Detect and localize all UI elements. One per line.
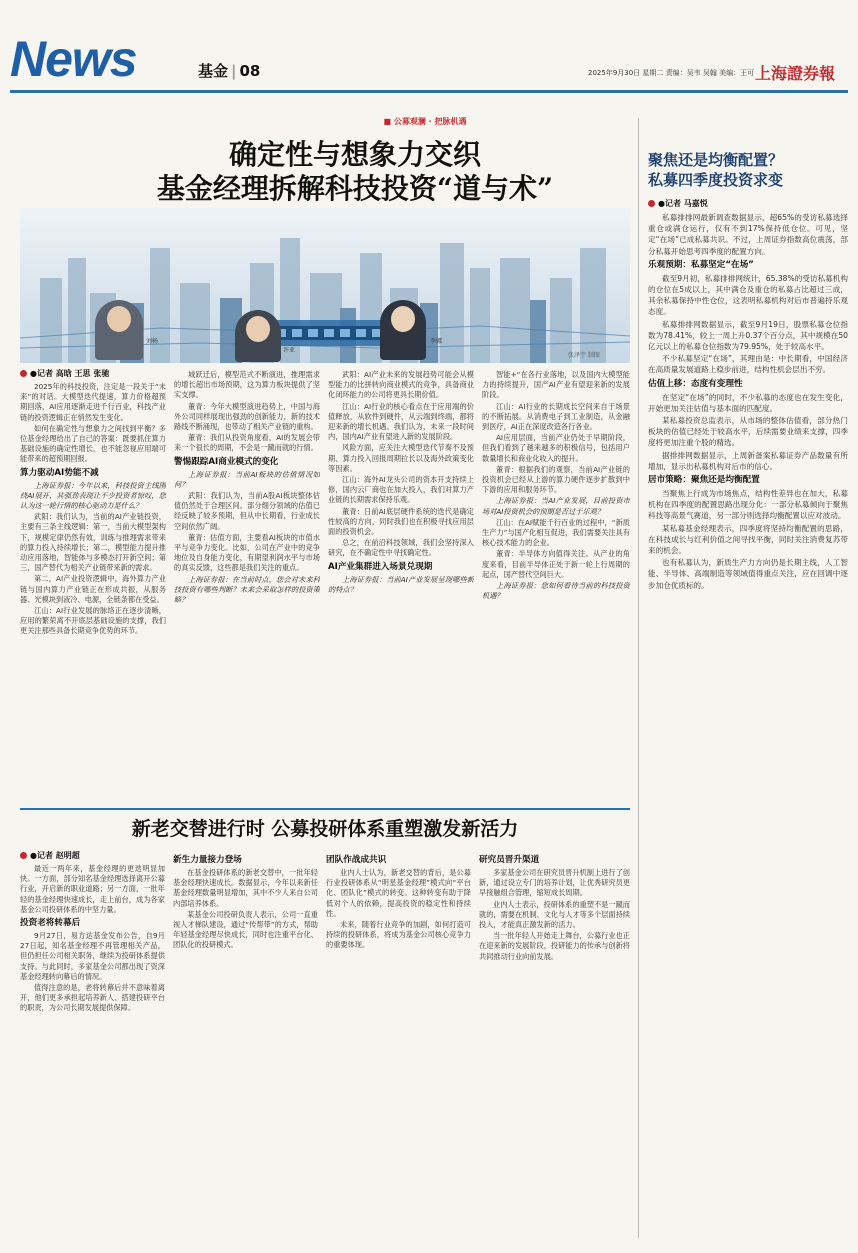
paragraph: 私募排排网数据显示，截至9月19日，股票私募仓位指数为78.41%，较上一周上升0.37个百分点，其中规模在50亿元以上的私募仓位指数为79.95%，处于较高水平。 (648, 319, 848, 352)
sidebar-title-1: 聚焦还是均衡配置？ (648, 151, 784, 169)
paragraph: 某私募投资总监表示，从市场的整体估值看，部分热门板块的估值已经处于较高水平，后续需要业绩来支撑，四季度将更加注重个股的精选。 (648, 416, 848, 448)
subheading: 新生力量接力登场 (173, 855, 242, 865)
paragraph: 截至9月初，私募排排网统计，65.38%的受访私募机构的仓位在5成以上，其中满仓及重仓的私募占比超过三成，其余私募保持中性仓位，这表明私募机构对后市普遍持乐观态度。 (648, 273, 848, 317)
subheading: 乐观预期：私募坚定“在场” (648, 259, 754, 270)
feature-tag: ■ 公募观澜 · 把脉机遇 (383, 117, 467, 126)
lower-top-rule (20, 808, 630, 810)
paragraph: 城跃迁后，模型范式不断演进，推理需求的增长超出市场预期，这为算力板块提供了坚实支撑。 (174, 370, 320, 400)
paragraph: 多家基金公司在研究员晋升机制上进行了创新，通过设立专门的培养计划，让优秀研究员更早接触组合管理，缩短成长周期。 (479, 868, 630, 898)
question: 上海证券报：当AI产业发展，目前投资市场对AI投资机会的预期是否过于乐观？ (482, 496, 630, 516)
subheading: 算力驱动AI势能不减 (20, 467, 99, 478)
lower-column-1 (20, 864, 165, 1238)
sidebar-title-2: 私募四季度投资求变 (648, 171, 784, 189)
feature-title-2: 基金经理拆解科技投资“道与术” (156, 172, 554, 205)
paragraph: 智能+“在各行业落地，以及国内大模型能力的持续提升，国产AI产业有望迎来新的发展阶段。 (482, 370, 630, 400)
paragraph: 不少私募坚定“在场”，其理由是：中长期看，中国经济在高质量发展道路上稳步前进，结构性机会层出不穷。 (648, 354, 848, 375)
paragraph: AI应用层面，当前产业仍处于早期阶段，但我们看到了越来越多的积极信号，包括用户数量增长和商业化收入的提升。 (482, 433, 630, 463)
portrait-1-name: 刘畅 (146, 338, 159, 345)
lower-column-2 (173, 852, 318, 1238)
paragraph: 江山：AI行业的核心看点在于应用端的价值释放，从软件到硬件，从云端到终端，都将迎来新的增长机遇。我们认为，未来一段时间内，国内AI产业有望进入新的发展阶段。 (328, 401, 474, 442)
paragraph: 武阳：我们认为，当前A股AI板块整体估值仍然处于合理区间。部分细分领域的估值已经反映了较多预期，但从中长期看，行业成长空间依然广阔。 (174, 491, 320, 531)
paragraph: 风险方面，应关注大模型迭代节奏不及预期、算力投入回报周期拉长以及海外政策变化等因素。 (328, 443, 474, 473)
paragraph: 业内人士表示，投研体系的重塑不是一蹴而就的，需要在机制、文化与人才等多个层面持续投入，才能真正激发新的活力。 (479, 899, 630, 930)
paragraph: 私募排排网最新调查数据显示，超65%的受访私募选择重仓或满仓运行，仅有不到17%保持低仓位。可见，坚定“在场”已成私募共识。不过，上周证券指数高位震荡，部分私募开始思考四季度的配置方向。 (648, 213, 848, 256)
date-line: 2025年9月30日 星期二 责编：吴韦 吴翰 美编：王可 (588, 69, 755, 77)
paragraph: 值得注意的是，老将转幕后并不意味着离开，他们更多承担起培养新人、搭建投研平台的职责，为公司长期发展提供保障。 (20, 983, 165, 1013)
subheading: 投资老将转幕后 (20, 918, 81, 929)
paragraph: 武阳：AI产业未来的发展趋势可能会从模型能力的比拼转向商业模式的竞争，具备商业化闭环能力的公司将更具长期价值。 (328, 370, 474, 400)
feature-title-1: 确定性与想象力交织 (228, 138, 481, 171)
paragraph: 也有私募认为，新质生产力方向仍是长期主线，人工智能、半导体、高端制造等领域值得重点关注，应在回调中逐步加仓优质标的。 (648, 558, 848, 590)
column-divider (638, 118, 639, 1238)
paragraph: 当聚焦上行成为市场焦点，结构性差异也在加大，私募机构在四季度的配置思路出现分化：一部分私募倾向于聚焦科技等高景气赛道，另一部分则选择均衡配置以应对波动。 (648, 489, 848, 521)
portrait-3-name: 李娜 (430, 338, 443, 345)
question: 上海证券报：当前AI产业发展呈现哪些新的特点？ (328, 574, 474, 594)
sidebar-title (648, 150, 848, 190)
paragraph: 未来，随着行业竞争的加剧，如何打造可持续的投研体系，将成为基金公司核心竞争力的重要体现。 (326, 920, 471, 950)
subheading: 估值上移：态度有变理性 (648, 378, 743, 389)
subheading: AI产业集群进入场景兑现期 (328, 561, 433, 572)
paragraph: 江山：AI行业发展的脉络正在逐步清晰，应用的繁荣离不开底层基础设施的支撑，我们更关注那些具备长期竞争优势的环节。 (20, 606, 166, 636)
paragraph: 董青：日前AI底层硬件系统的迭代是确定性较高的方向，同时我们也在积极寻找应用层面的投资机会。 (328, 506, 474, 537)
portrait-2 (235, 310, 281, 362)
paragraph: 总之，在前沿科技领域，我们会坚持深入研究，在不确定性中寻找确定性。 (328, 538, 474, 558)
paragraph: 当一批年轻人开始走上舞台，公募行业也正在迎来新的发展阶段，投研能力的传承与创新将共同推动行业向前发展。 (479, 931, 630, 961)
paragraph: 武阳：我们认为，当前的AI产业链投资，主要有三条主线逻辑：第一，当前大模型架构下，规模定律仍然有效，训练与推理需求带来的算力投入持续增长；第二，模型能力提升推动应用落地，智能体与多模态打开新空间；第三，国产替代为相关产业链带来新的需求。 (20, 512, 166, 573)
paragraph: 据排排网数据显示，上周新备案私募证券产品数量有所增加，显示出私募机构对后市的信心。 (648, 450, 848, 471)
lower-title: 新老交替进行时 公募投研体系重塑激发新活力 (131, 818, 519, 840)
masthead-news: News (10, 31, 137, 87)
question: 上海证券报：您如何看待当前的科技投资机遇？ (482, 581, 630, 601)
sidebar-byline-text: ●记者 马嘉悦 (658, 199, 708, 208)
subheading: 研究员晋升渠道 (479, 855, 540, 865)
paragraph: 董青：半导体方向值得关注。从产业的角度来看，目前半导体正处于新一轮上行周期的起点，国产替代空间巨大。 (482, 549, 630, 579)
paragraph: 董青：估值方面，主要看AI板块的市值水平与竞争力变化。比如，公司在产业中的竞争地位及自身能力变化，有期望利润水平与市场的真实反馈，这些都是我们关注的重点。 (174, 532, 320, 573)
subheading: 居市策略：聚焦还是均衡配置 (648, 475, 760, 486)
photo-credit: 张泽宇 制图 (568, 352, 600, 359)
question: 上海证券报：在当前时点，您会对未来科技投资有哪些判断？未来会采取怎样的投资策略？ (174, 574, 320, 605)
paragraph: 江山：在AI赋能千行百业的过程中，“新质生产力”与国产化相互促进，我们需要关注具有核心技术能力的企业。 (482, 517, 630, 548)
paragraph: 江山：AI行业的长期成长空间来自于场景的不断拓展。从消费电子到工业制造，从金融到医疗，AI正在深度改造各行各业。 (482, 401, 630, 432)
paragraph: 在坚定“在场”的同时，不少私募的态度也在发生变化，开始更加关注估值与基本面的匹配度。 (648, 392, 848, 413)
lower-column-4 (479, 852, 630, 1238)
feature-column-2 (174, 370, 320, 800)
page-number: 08 (239, 62, 261, 80)
header-rule (10, 90, 848, 93)
paragraph: 第二，AI产业投资逻辑中，海外算力产业链与国内算力产业链正在形成共振，从服务器、光模块到液冷、电源，全链条都在受益。 (20, 574, 166, 604)
subheading: 团队作战成共识 (326, 855, 387, 865)
sidebar-byline (648, 198, 708, 209)
sidebar-body (648, 212, 848, 1237)
paragraph: 如何在确定性与想象力之间找到平衡？多位基金经理给出了自己的答案：既要抓住算力基础设施的确定性增长，也不能忽视应用端可能带来的超预期回报。 (20, 423, 166, 464)
lower-byline-text: ●记者 赵明超 (30, 851, 80, 860)
feature-column-1 (20, 382, 166, 800)
newspaper-logo: 上海證券報 (755, 64, 836, 83)
subheading: 警惕跟踪AI商业模式的变化 (174, 456, 279, 467)
question: 上海证券报：当前AI板块的估值情况如何？ (174, 469, 320, 489)
paragraph: 最近一两年来，基金经理的更迭明显加快。一方面，部分知名基金经理选择离开公募行业，开启新的职业道路；另一方面，一批年轻的基金经理快速成长，走上前台，成为各家基金公司投研体系的中坚力量。 (20, 864, 165, 914)
paragraph: 9月27日，易方达基金发布公告，自9月27日起，知名基金经理不再管理相关产品，但仍担任公司相关职务，继续为投研体系提供支持。与此同时，多家基金公司都出现了资深基金经理转向幕后的情况。 (20, 931, 165, 981)
paragraph: 江山：海外AI龙头公司的资本开支持续上修，国内云厂商也在加大投入，我们对算力产业链的长期需求保持乐观。 (328, 475, 474, 505)
feature-byline (20, 368, 109, 379)
paragraph: 董青：根据我们的观察，当前AI产业链的投资机会已经从上游的算力硬件逐步扩散到中下游的应用和服务环节。 (482, 464, 630, 495)
paragraph: 2025年的科技投资，注定是一段关于“未来”的对话。大模型迭代提速，算力价格超预期回落，AI应用逐渐走进千行百业，科技产业链的投资逻辑正在悄然发生变化。 (20, 382, 166, 422)
feature-byline-text: ●记者 高晗 王思 张驰 (30, 369, 110, 378)
paragraph: 董青：今年大模型演进趋势上，中国与海外公司同样展现出强劲的创新能力，新的技术路线不断涌现，也带动了相关产业链的重构。 (174, 401, 320, 432)
paragraph: 业内人士认为，新老交替的背后，是公募行业投研体系从“明星基金经理”模式向“平台化、团队化”模式的转变。这种转变有助于降低对个人的依赖，提高投资的稳定性和持续性。 (326, 868, 471, 918)
feature-column-3 (328, 370, 474, 800)
portrait-1 (95, 300, 143, 360)
feature-column-4 (482, 370, 630, 800)
question: 上海证券报：今年以来，科技投资主线围绕AI展开，其强劲表现让不少投资者惊叹，您认为这一轮行情的核心驱动力是什么？ (20, 480, 166, 511)
portrait-2-name: 许亚 (283, 347, 296, 354)
lower-column-3 (326, 852, 471, 1238)
section-name: 基金 | 08 (198, 62, 261, 80)
paragraph: 某基金公司投研负责人表示，公司一直重视人才梯队建设，通过“传帮带”的方式，帮助年轻基金经理尽快成长，同时也注重平台化、团队化的投研模式。 (173, 909, 318, 950)
portrait-3 (380, 300, 426, 360)
paragraph: 在基金投研体系的新老交替中，一批年轻基金经理快速成长。数据显示，今年以来新任基金经理数量明显增加，其中不少人来自公司内部培养体系。 (173, 868, 318, 908)
paragraph: 董青：我们从投资角度看，AI的发展会带来一个很长的周期，不会是一蹴而就的行情。 (174, 433, 320, 453)
section-label: 基金 (198, 62, 229, 80)
lower-byline (20, 850, 80, 861)
paragraph: 某私募基金经理表示，四季度将坚持均衡配置的思路，在科技成长与红利价值之间寻找平衡，同时关注消费复苏带来的机会。 (648, 523, 848, 556)
